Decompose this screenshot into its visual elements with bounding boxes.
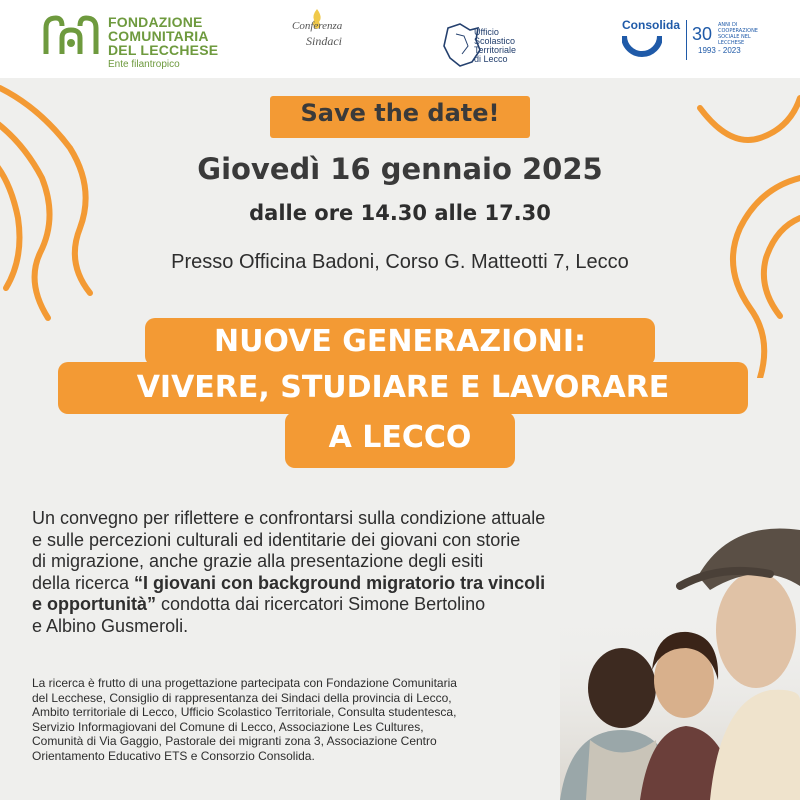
fondazione-line3: DEL LECCHESE — [108, 42, 219, 58]
description-line: di migrazione, anche grazie alla presentazione degli esiti — [32, 551, 484, 571]
title-line1: NUOVE GENERAZIONI: — [145, 318, 655, 366]
title-line3: A LECCO — [285, 412, 515, 468]
fondazione-line2: COMUNITARIA — [108, 28, 209, 44]
logo-header — [0, 0, 800, 78]
consolida-name: Consolida — [622, 18, 681, 32]
event-description — [32, 508, 672, 637]
fondazione-line1: FONDAZIONE — [108, 14, 203, 30]
event-hours: dalle ore 14.30 alle 17.30 — [249, 201, 551, 225]
fondazione-emblem-icon — [42, 14, 100, 58]
credits-line: Servizio Informagiovani del Comune di Lecco, Associazione Les Cultures, — [32, 719, 424, 734]
conferenza-line1: Conferenza — [292, 20, 343, 32]
consolida-range: 1993 - 2023 — [698, 46, 741, 55]
consolida-arc-icon — [622, 32, 662, 66]
conferenza-line2: Sindaci — [306, 34, 342, 48]
credits-line: La ricerca è frutto di una progettazione partecipata con Fondazione Comunitaria — [32, 676, 457, 690]
fondazione-tagline: Ente filantropico — [108, 59, 180, 70]
credits-line: Comunità di Via Gaggio, Pastorale dei migranti zona 3, Associazione Centro — [32, 734, 437, 748]
conferenza-sindaci-logo — [286, 8, 356, 68]
description-line: e sulle percezioni culturali ed identitarie dei giovani con storie — [32, 529, 521, 550]
research-title: “I giovani con background migratorio tra vincoli — [134, 572, 546, 593]
research-title: e opportunità” — [32, 594, 156, 614]
consolida-logo — [620, 10, 770, 70]
event-date: Giovedì 16 gennaio 2025 — [197, 152, 603, 186]
event-venue: Presso Officina Badoni, Corso G. Matteotti 7, Lecco — [171, 251, 629, 273]
consolida-divider — [686, 20, 687, 60]
consolida-years: 30 — [692, 24, 713, 44]
credits-line: del Lecchese, Consiglio di rappresentanza dei Sindaci della provincia di Lecco, — [32, 690, 452, 705]
description-line: e Albino Gusmeroli. — [32, 615, 189, 636]
save-the-date: Save the date! — [300, 99, 500, 127]
credits-line: Orientamento Educativo ETS e Consorzio Consolida. — [32, 748, 315, 763]
description-text: condotta dai ricercatori Simone Bertolino — [156, 594, 486, 614]
description-text: della ricerca — [32, 572, 135, 593]
description-line: Un convegno per riflettere e confrontarsi sulla condizione attuale — [32, 508, 546, 528]
ufficio-scolastico-logo — [432, 12, 532, 70]
ufficio-line2: Scolastico — [474, 36, 516, 46]
credits-line: Ambito territoriale di Lecco, Ufficio Scolastico Territoriale, Consulta studentesca, — [32, 705, 457, 719]
research-credits — [32, 676, 592, 763]
title-line2: VIVERE, STUDIARE E LAVORARE — [58, 362, 748, 414]
description-line — [32, 573, 672, 595]
description-line — [32, 594, 672, 616]
ufficio-line3: Territoriale — [474, 45, 517, 55]
ufficio-line4: di Lecco — [474, 54, 508, 64]
ufficio-line1: Ufficio — [474, 27, 499, 37]
consolida-subtitle: ANNI DI COOPERAZIONE SOCIALE NEL LECCHESE — [718, 22, 758, 46]
